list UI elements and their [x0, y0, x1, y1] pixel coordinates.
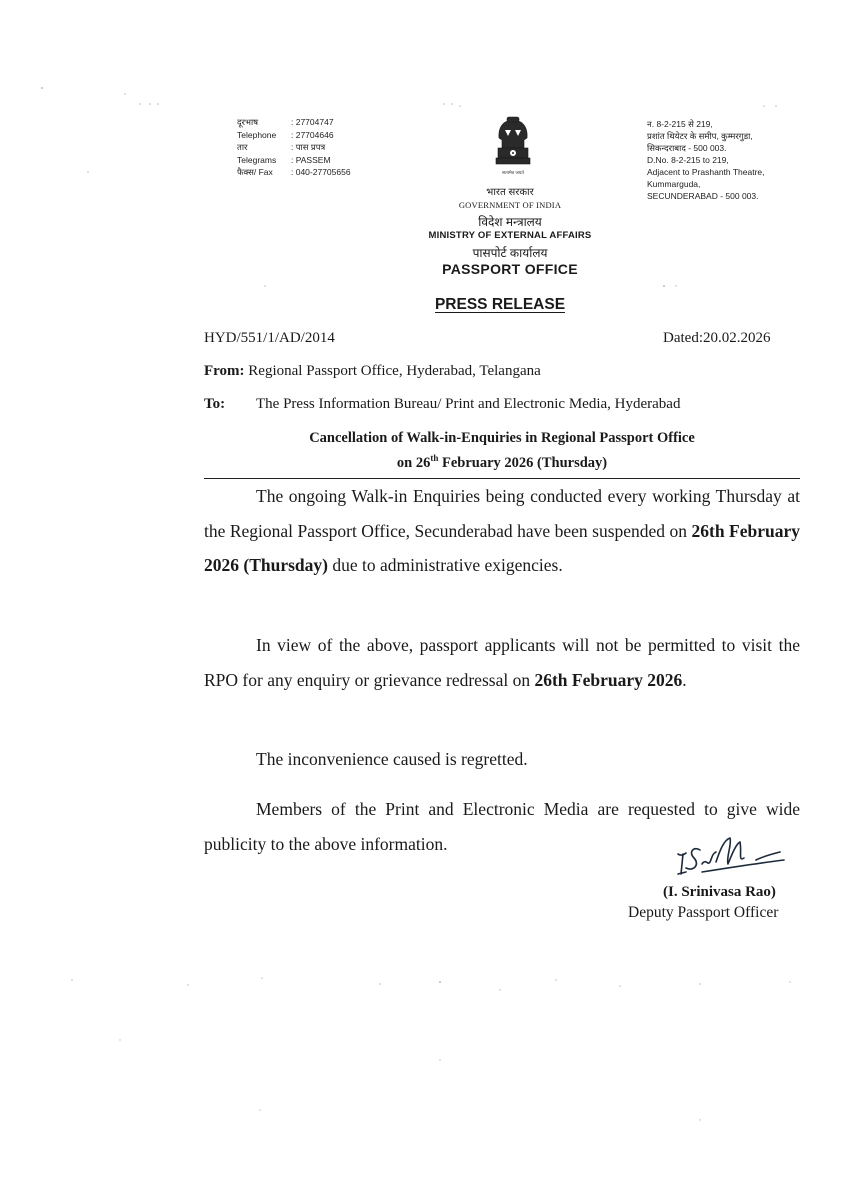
contact-label: Telephone	[237, 129, 277, 140]
para1-text-b: due to administrative exigencies.	[327, 555, 563, 575]
contact-label: दूरभाष	[237, 117, 259, 127]
paragraph-1	[204, 479, 800, 583]
address-line: D.No. 8-2-215 to 219,	[647, 155, 729, 165]
subject-line-2	[204, 448, 800, 473]
contact-value: : 27704646	[291, 129, 334, 140]
signature-icon	[672, 832, 790, 884]
contact-row	[237, 154, 351, 167]
government-heading	[380, 184, 640, 210]
contact-value: : पास प्रपत्र	[291, 142, 326, 152]
subject-date-part: on 26	[396, 454, 431, 471]
contact-details	[237, 116, 351, 179]
para1-bold: 26th February 2026 (Thursday)	[204, 520, 800, 575]
address-line: न. 8-2-215 से 219,	[647, 119, 713, 129]
contact-label: तार	[237, 142, 248, 152]
contact-row	[237, 141, 351, 154]
gov-hindi: भारत सरकार	[486, 187, 534, 198]
contact-label: Telegrams	[237, 154, 277, 165]
emblem-motto: सत्यमेव जयते	[502, 170, 524, 175]
ministry-heading	[380, 213, 640, 241]
from-label: From:	[204, 363, 245, 379]
signatory-name: (I. Srinivasa Rao)	[663, 884, 776, 900]
contact-row	[237, 166, 351, 179]
press-release-heading: PRESS RELEASE	[434, 296, 566, 313]
to-line	[204, 396, 680, 413]
subject-date-rest: February 2026 (Thursday)	[438, 454, 608, 471]
para4-text: Members of the Print and Electronic Media are requested to give wide publicity to the above information.	[204, 799, 800, 854]
para3-text: The inconvenience caused is regretted.	[256, 749, 528, 769]
to-text: The Press Information Bureau/ Print and Electronic Media, Hyderabad	[256, 396, 681, 412]
issue-date: Dated:20.02.2026	[663, 330, 771, 346]
from-text: Regional Passport Office, Hyderabad, Telangana	[248, 363, 541, 379]
para2-text-a: In view of the above, passport applicants will not be permitted to visit the RPO for any enquiry or grievance redressal on	[204, 635, 800, 690]
address-line: Kummarguda,	[647, 179, 701, 189]
contact-value: : 27704747	[291, 117, 334, 127]
para2-bold: 26th February 2026	[534, 669, 683, 690]
signatory-title: Deputy Passport Officer	[628, 904, 779, 921]
contact-value: : PASSEM	[291, 154, 331, 165]
ministry-hindi: विदेश मन्त्रालय	[478, 215, 542, 229]
office-hindi: पासपोर्ट कार्यालय	[472, 246, 548, 260]
para2-text-b: .	[682, 669, 687, 690]
address-line: सिकन्दराबाद - 500 003.	[647, 143, 727, 153]
office-heading	[380, 244, 640, 277]
address-line: प्रशांत थियेटर के समीप, कुम्मरगुडा,	[647, 131, 753, 141]
from-line	[204, 363, 541, 380]
subject-date-suffix: th	[430, 453, 439, 463]
subject-line-1: Cancellation of Walk-in-Enquiries in Regional Passport Office	[309, 430, 695, 446]
contact-value: : 040-27705656	[291, 167, 351, 177]
reference-number: HYD/551/1/AD/2014	[204, 330, 335, 346]
ministry-english: MINISTRY OF EXTERNAL AFFAIRS	[428, 230, 592, 241]
gov-english: GOVERNMENT OF INDIA	[458, 200, 562, 210]
to-label: To:	[204, 396, 226, 412]
contact-row	[237, 129, 351, 142]
contact-label: फैक्स/ Fax	[237, 167, 273, 177]
office-english: PASSPORT OFFICE	[442, 261, 578, 277]
national-emblem-icon	[490, 114, 536, 186]
paragraph-3	[204, 742, 800, 777]
address-line: Adjacent to Prashanth Theatre,	[647, 167, 765, 177]
contact-row	[237, 116, 351, 129]
subject-line	[204, 428, 800, 473]
paragraph-2	[204, 628, 800, 697]
office-address	[647, 118, 765, 202]
address-line: SECUNDERABAD - 500 003.	[647, 191, 759, 201]
para1-text-a: The ongoing Walk-in Enquiries being conducted every working Thursday at the Regional Passport Office, Secunderabad have been suspended on	[204, 486, 800, 541]
